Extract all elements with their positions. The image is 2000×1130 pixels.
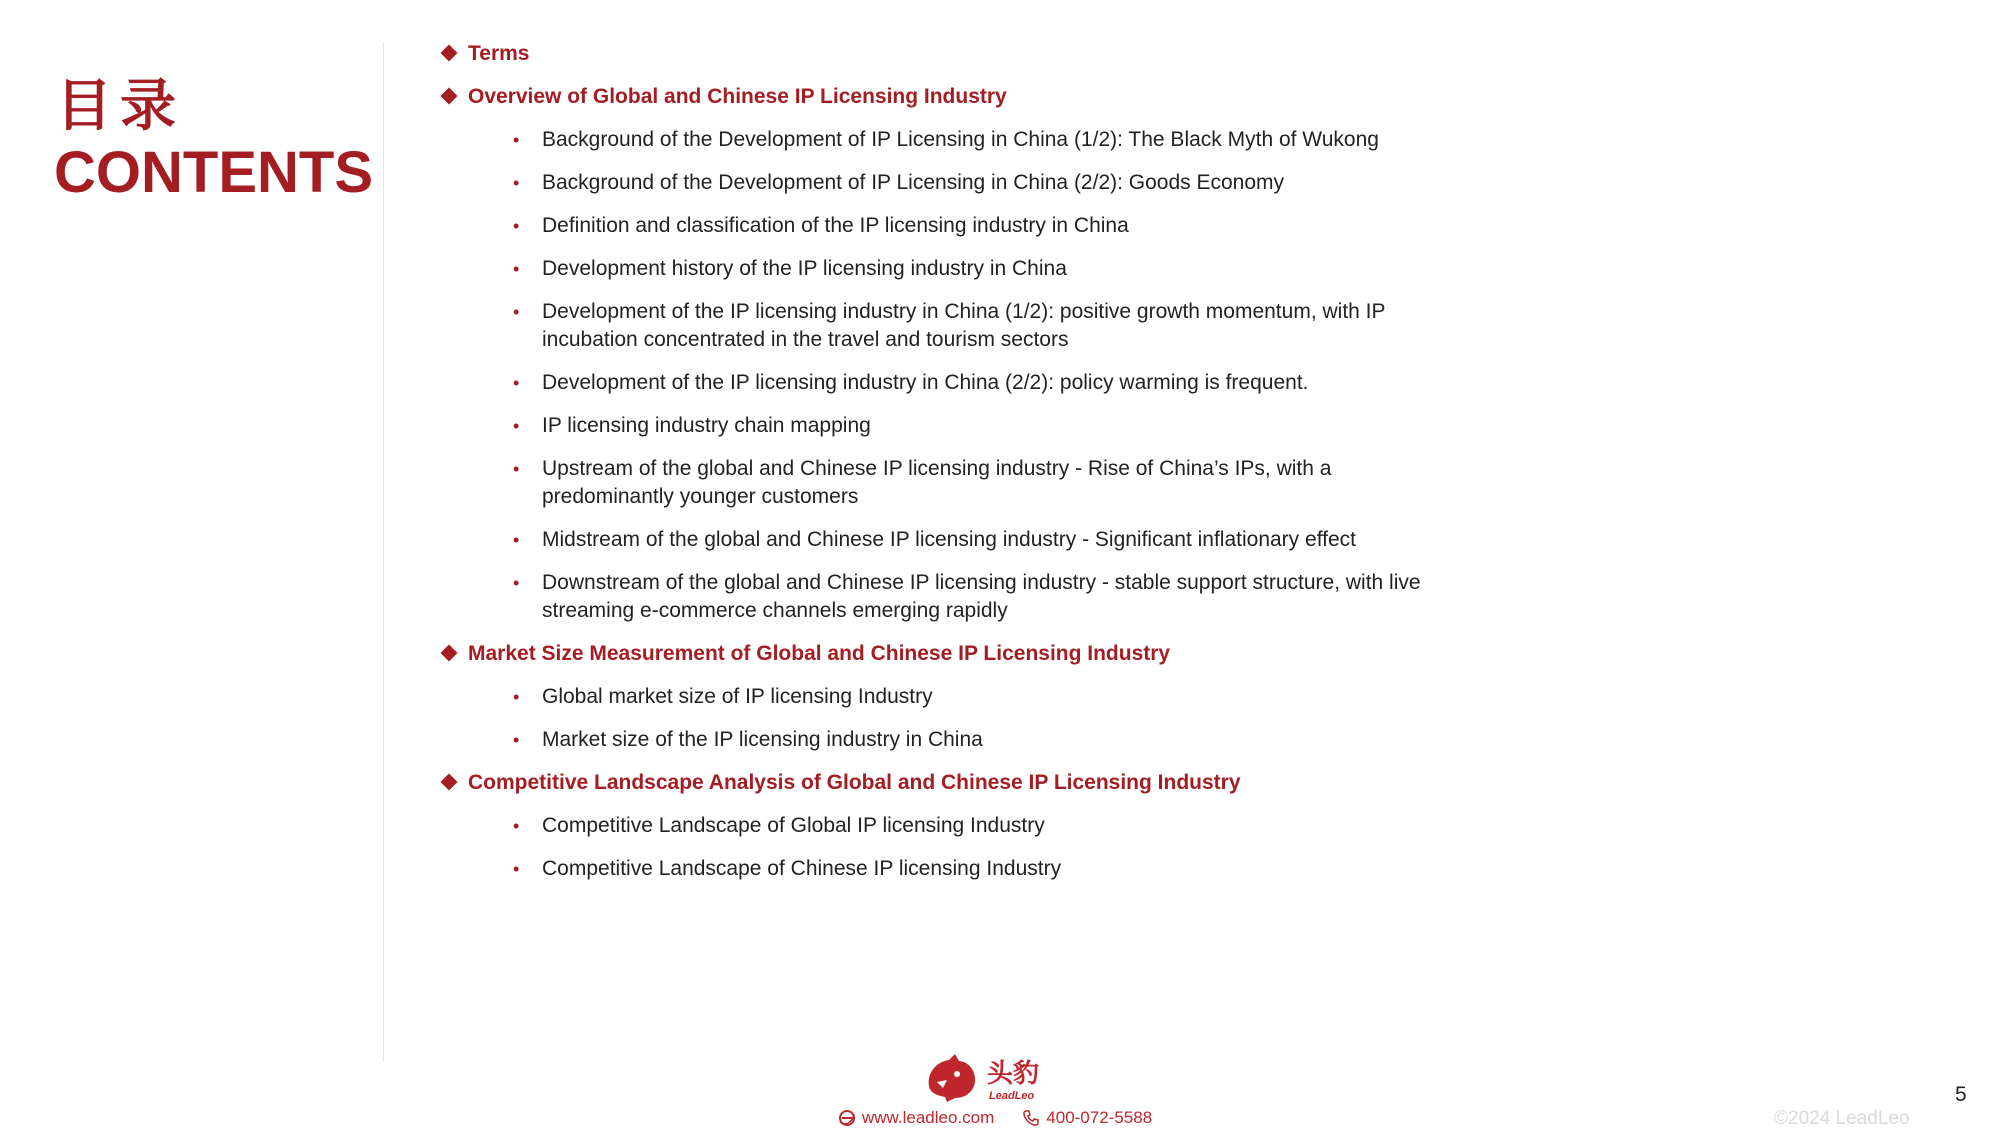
item-label: Global market size of IP licensing Industry xyxy=(542,685,933,708)
section-competitive-items xyxy=(440,812,1440,883)
item-label: Competitive Landscape of Chinese IP licensing Industry xyxy=(542,857,1062,880)
contents-title-cn: 目录 xyxy=(56,74,184,139)
section-market-size-items xyxy=(440,683,1440,754)
list-item[interactable] xyxy=(440,855,1440,883)
item-label: IP licensing industry chain mapping xyxy=(542,414,871,437)
diamond-icon xyxy=(441,774,458,791)
list-item[interactable] xyxy=(440,455,1440,511)
item-label: Development of the IP licensing industry in China (2/2): policy warming is frequent. xyxy=(542,371,1309,394)
diamond-icon xyxy=(441,88,458,105)
dot-icon: • xyxy=(513,816,520,836)
section-overview[interactable] xyxy=(440,83,1440,111)
dot-icon: • xyxy=(513,416,520,436)
contents-title-en: CONTENTS xyxy=(54,140,373,205)
item-label: Development of the IP licensing industry in China (1/2): positive growth momentum, with IP incubation concentrated in the travel and tourism sectors xyxy=(542,300,1386,351)
logo-en-text: LeadLeo xyxy=(989,1090,1035,1102)
dot-icon: • xyxy=(513,373,520,393)
browser-e-icon xyxy=(838,1109,856,1127)
item-label: Market size of the IP licensing industry in China xyxy=(542,728,983,751)
item-label: Downstream of the global and Chinese IP licensing industry - stable support structure, with live streaming e-commerce channels emerging rapidly xyxy=(542,571,1421,622)
item-label: Background of the Development of IP Licensing in China (2/2): Goods Economy xyxy=(542,171,1285,194)
item-label: Midstream of the global and Chinese IP licensing industry - Significant inflationary effect xyxy=(542,528,1356,551)
footer-contacts xyxy=(838,1108,1152,1128)
list-item[interactable] xyxy=(440,126,1440,154)
section-title: Terms xyxy=(468,42,530,65)
leadleo-logo xyxy=(925,1052,1055,1104)
dot-icon: • xyxy=(513,730,520,750)
logo-cn-text: 头豹 xyxy=(987,1059,1040,1089)
section-title: Overview of Global and Chinese IP Licensing Industry xyxy=(468,85,1007,108)
list-item[interactable] xyxy=(440,298,1440,354)
section-overview-items xyxy=(440,126,1440,625)
list-item[interactable] xyxy=(440,526,1440,554)
list-item[interactable] xyxy=(440,369,1440,397)
item-label: Development history of the IP licensing industry in China xyxy=(542,257,1067,280)
dot-icon: • xyxy=(513,302,520,322)
dot-icon: • xyxy=(513,130,520,150)
website-link[interactable]: www.leadleo.com xyxy=(862,1108,995,1127)
section-competitive-landscape[interactable] xyxy=(440,769,1440,797)
list-item[interactable] xyxy=(440,812,1440,840)
list-item[interactable] xyxy=(440,726,1440,754)
list-item[interactable] xyxy=(440,169,1440,197)
dot-icon: • xyxy=(513,259,520,279)
section-terms[interactable] xyxy=(440,40,1440,68)
copyright-text: ©2024 LeadLeo xyxy=(1774,1108,1910,1129)
section-title: Competitive Landscape Analysis of Global and Chinese IP Licensing Industry xyxy=(468,771,1241,794)
item-label: Definition and classification of the IP licensing industry in China xyxy=(542,214,1129,237)
table-of-contents xyxy=(440,40,1440,898)
dot-icon: • xyxy=(513,173,520,193)
dot-icon: • xyxy=(513,687,520,707)
list-item[interactable] xyxy=(440,255,1440,283)
section-title: Market Size Measurement of Global and Chinese IP Licensing Industry xyxy=(468,642,1171,665)
list-item[interactable] xyxy=(440,569,1440,625)
page-number: 5 xyxy=(1955,1083,1967,1106)
phone-icon xyxy=(1022,1109,1040,1127)
diamond-icon xyxy=(441,645,458,662)
dot-icon: • xyxy=(513,573,520,593)
item-label: Competitive Landscape of Global IP licensing Industry xyxy=(542,814,1045,837)
vertical-divider xyxy=(383,42,384,1062)
list-item[interactable] xyxy=(440,212,1440,240)
phone-number[interactable]: 400-072-5588 xyxy=(1046,1108,1153,1127)
dot-icon: • xyxy=(513,859,520,879)
dot-icon: • xyxy=(513,216,520,236)
list-item[interactable] xyxy=(440,683,1440,711)
item-label: Upstream of the global and Chinese IP licensing industry - Rise of China’s IPs, with a predominantly younger customers xyxy=(542,457,1332,508)
section-market-size[interactable] xyxy=(440,640,1440,668)
diamond-icon xyxy=(441,45,458,62)
item-label: Background of the Development of IP Licensing in China (1/2): The Black Myth of Wukong xyxy=(542,128,1379,151)
list-item[interactable] xyxy=(440,412,1440,440)
dot-icon: • xyxy=(513,459,520,479)
dot-icon: • xyxy=(513,530,520,550)
